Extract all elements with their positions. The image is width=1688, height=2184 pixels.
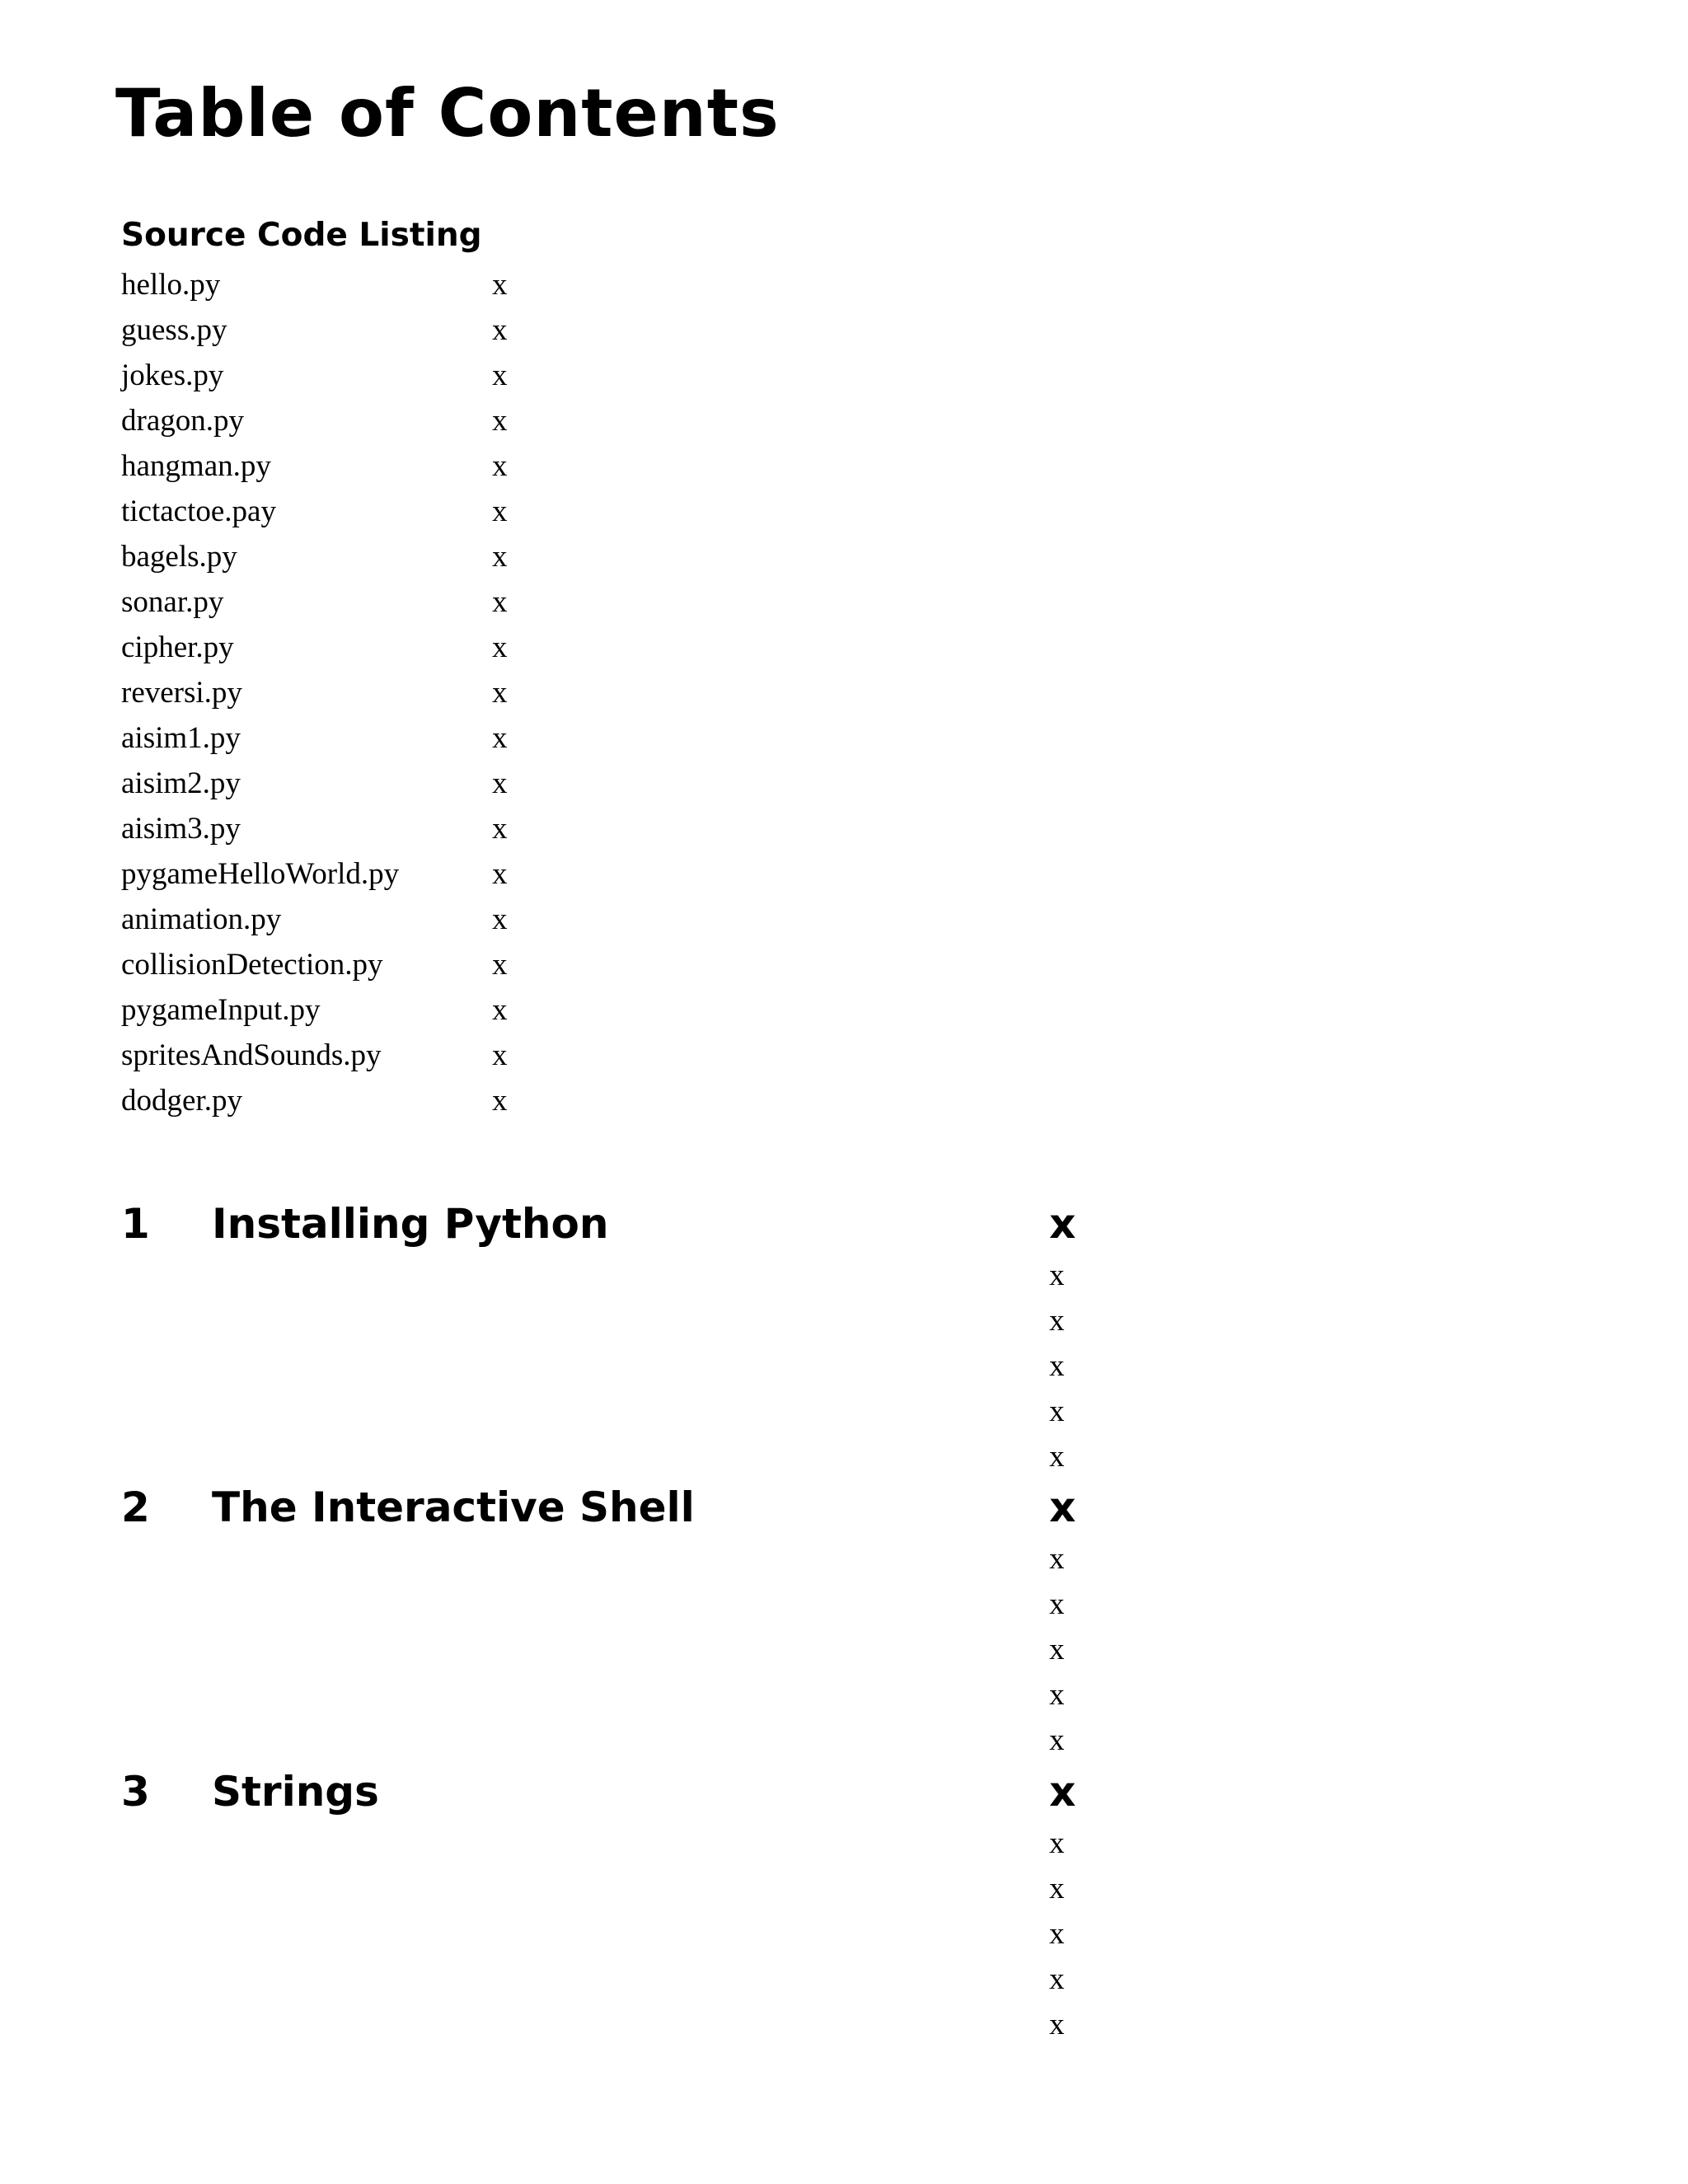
listing-entry-name: tictactoe.pay xyxy=(121,494,276,528)
listing-entry-page: x xyxy=(492,993,508,1027)
subentry[interactable] xyxy=(121,1866,1110,1911)
listing-entry-name: aisim2.py xyxy=(121,766,241,800)
listing-entry-name: hangman.py xyxy=(121,449,271,483)
subentry[interactable] xyxy=(121,1582,1110,1627)
listing-entry-page: x xyxy=(492,676,508,710)
chapter-subentries xyxy=(121,1821,1110,2047)
subentry-page: x xyxy=(1049,1723,1065,1757)
source-listing xyxy=(121,262,550,1123)
subentry[interactable] xyxy=(121,1253,1110,1298)
subentry[interactable] xyxy=(121,1389,1110,1434)
listing-entry-name: aisim1.py xyxy=(121,721,241,755)
listing-entry-page: x xyxy=(492,585,508,619)
subentry-page: x xyxy=(1049,1542,1065,1576)
subentry[interactable] xyxy=(121,1957,1110,2002)
listing-entry-page: x xyxy=(492,359,508,392)
subentry-page: x xyxy=(1049,1872,1065,1905)
listing-entry-page: x xyxy=(492,494,508,528)
subentry-page: x xyxy=(1049,1394,1065,1428)
listing-entry-name: sonar.py xyxy=(121,585,224,619)
listing-entry[interactable] xyxy=(121,1078,550,1123)
subentry[interactable] xyxy=(121,1343,1110,1389)
listing-entry[interactable] xyxy=(121,262,550,307)
listing-entry-name: collisionDetection.py xyxy=(121,948,383,982)
listing-entry[interactable] xyxy=(121,307,550,353)
chapter-3 xyxy=(121,1767,1110,2043)
listing-entry[interactable] xyxy=(121,987,550,1033)
listing-entry[interactable] xyxy=(121,761,550,806)
chapter-number: 1 xyxy=(121,1200,150,1248)
listing-entry-name: guess.py xyxy=(121,313,227,347)
listing-entry[interactable] xyxy=(121,398,550,443)
subentry-page: x xyxy=(1049,1917,1065,1951)
subentry-page: x xyxy=(1049,2008,1065,2041)
listing-entry-name: cipher.py xyxy=(121,630,234,664)
listing-entry-page: x xyxy=(492,404,508,438)
listing-entry-name: dodger.py xyxy=(121,1084,242,1118)
subentry-page: x xyxy=(1049,1304,1065,1338)
chapter-title: Installing Python xyxy=(212,1200,609,1248)
subentry-page: x xyxy=(1049,1678,1065,1712)
listing-entry-page: x xyxy=(492,902,508,936)
subentry[interactable] xyxy=(121,1821,1110,1866)
listing-entry[interactable] xyxy=(121,715,550,761)
subentry[interactable] xyxy=(121,2002,1110,2047)
listing-entry[interactable] xyxy=(121,489,550,534)
chapter-heading[interactable] xyxy=(121,1199,1110,1249)
subentry[interactable] xyxy=(121,1434,1110,1479)
page-title: Table of Contents xyxy=(115,75,780,152)
listing-entry-name: jokes.py xyxy=(121,359,224,392)
listing-entry-page: x xyxy=(492,630,508,664)
chapter-heading[interactable] xyxy=(121,1767,1110,1816)
listing-entry-page: x xyxy=(492,948,508,982)
chapter-1 xyxy=(121,1199,1110,1475)
subentry-page: x xyxy=(1049,1633,1065,1666)
listing-entry-name: bagels.py xyxy=(121,540,237,574)
listing-entry-page: x xyxy=(492,1038,508,1072)
chapter-page: x xyxy=(1049,1768,1076,1816)
listing-entry-page: x xyxy=(492,1084,508,1118)
listing-entry[interactable] xyxy=(121,851,550,897)
subentry[interactable] xyxy=(121,1298,1110,1343)
chapter-subentries xyxy=(121,1536,1110,1763)
listing-entry[interactable] xyxy=(121,670,550,715)
chapter-title: Strings xyxy=(212,1768,379,1816)
listing-entry[interactable] xyxy=(121,1033,550,1078)
listing-entry-name: pygameHelloWorld.py xyxy=(121,857,400,891)
chapter-page: x xyxy=(1049,1200,1076,1248)
listing-entry-name: reversi.py xyxy=(121,676,242,710)
subentry[interactable] xyxy=(121,1718,1110,1763)
listing-entry[interactable] xyxy=(121,443,550,489)
subentry[interactable] xyxy=(121,1627,1110,1672)
listing-entry[interactable] xyxy=(121,806,550,851)
chapter-number: 3 xyxy=(121,1768,150,1816)
subentry[interactable] xyxy=(121,1911,1110,1957)
listing-entry-page: x xyxy=(492,268,508,302)
chapter-2 xyxy=(121,1483,1110,1759)
listing-entry-name: hello.py xyxy=(121,268,221,302)
subentry-page: x xyxy=(1049,1587,1065,1621)
listing-entry-page: x xyxy=(492,766,508,800)
subentry-page: x xyxy=(1049,1258,1065,1292)
listing-entry-page: x xyxy=(492,449,508,483)
chapter-number: 2 xyxy=(121,1483,150,1531)
chapter-subentries xyxy=(121,1253,1110,1479)
subentry[interactable] xyxy=(121,1536,1110,1582)
subentry-page: x xyxy=(1049,1440,1065,1474)
listing-entry-page: x xyxy=(492,857,508,891)
listing-entry[interactable] xyxy=(121,534,550,579)
listing-entry[interactable] xyxy=(121,353,550,398)
listing-entry[interactable] xyxy=(121,897,550,942)
chapter-heading[interactable] xyxy=(121,1483,1110,1532)
chapter-title: The Interactive Shell xyxy=(212,1483,695,1531)
subentry-page: x xyxy=(1049,1349,1065,1383)
subentry-page: x xyxy=(1049,1962,1065,1996)
listing-entry-name: dragon.py xyxy=(121,404,244,438)
listing-entry-page: x xyxy=(492,812,508,846)
listing-entry-page: x xyxy=(492,721,508,755)
listing-entry-page: x xyxy=(492,313,508,347)
listing-entry[interactable] xyxy=(121,579,550,625)
listing-entry[interactable] xyxy=(121,942,550,987)
listing-entry[interactable] xyxy=(121,625,550,670)
listing-entry-name: spritesAndSounds.py xyxy=(121,1038,382,1072)
listing-entry-page: x xyxy=(492,540,508,574)
listing-entry-name: pygameInput.py xyxy=(121,993,321,1027)
listing-entry-name: aisim3.py xyxy=(121,812,241,846)
chapter-page: x xyxy=(1049,1483,1076,1531)
subentry[interactable] xyxy=(121,1672,1110,1718)
listing-entry-name: animation.py xyxy=(121,902,282,936)
source-listing-heading: Source Code Listing xyxy=(121,217,482,254)
subentry-page: x xyxy=(1049,1826,1065,1860)
